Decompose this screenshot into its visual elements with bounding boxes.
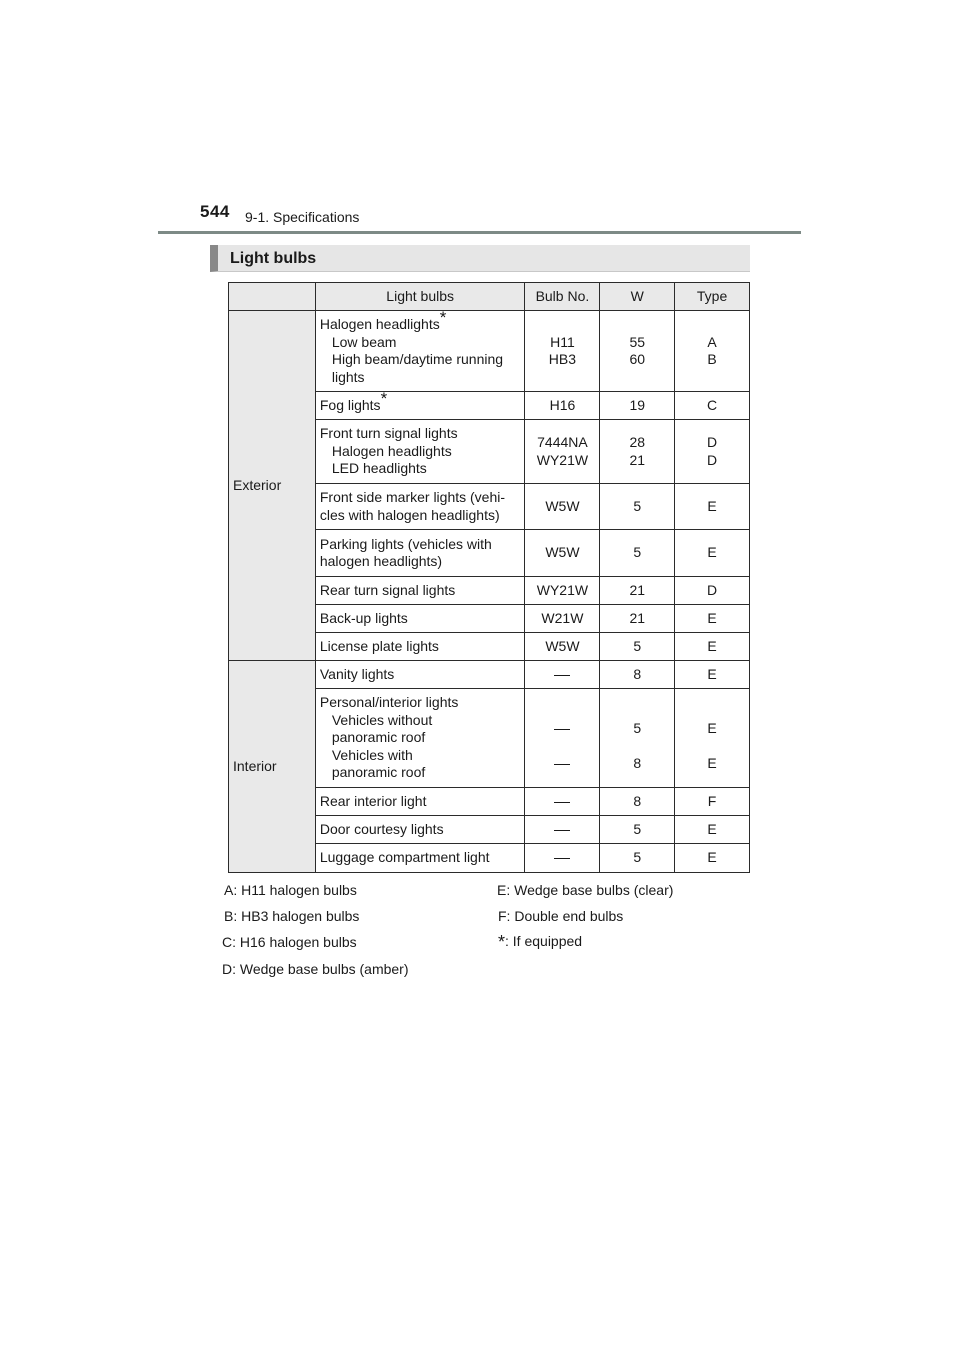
row-name: Back-up lights bbox=[315, 605, 525, 633]
row-name: Rear interior light bbox=[315, 788, 525, 816]
bulb-cell bbox=[525, 844, 600, 873]
type-cell: E bbox=[675, 816, 750, 844]
sub-item: Low beam bbox=[331, 333, 397, 350]
type-cell bbox=[675, 311, 750, 392]
bulb-cell bbox=[525, 311, 600, 392]
row-name: Rear turn signal lights bbox=[315, 577, 525, 605]
row-title: Halogen headlights bbox=[319, 316, 440, 332]
table-row bbox=[229, 311, 750, 392]
note-c: C: H16 halogen bulbs bbox=[222, 934, 357, 950]
sub-item: Halogen headlights bbox=[331, 442, 452, 459]
w-cell: 5 bbox=[600, 530, 675, 577]
light-bulbs-table bbox=[228, 282, 750, 873]
bulb-value: 7444NA bbox=[537, 434, 588, 450]
bulb-cell bbox=[525, 420, 600, 484]
dash-icon bbox=[554, 858, 570, 859]
bulb-value: HB3 bbox=[548, 351, 577, 367]
type-value: D bbox=[707, 451, 718, 468]
w-value: 60 bbox=[629, 351, 646, 367]
row-title: Personal/interior lights bbox=[319, 694, 459, 711]
row-title: Front side marker lights (vehi- bbox=[319, 489, 506, 505]
sub-item: High beam/daytime running bbox=[331, 351, 504, 367]
asterisk-icon: * bbox=[498, 932, 506, 952]
section-title: 9-1. Specifications bbox=[245, 209, 360, 225]
bulb-cell bbox=[525, 689, 600, 788]
bulb-value: WY21W bbox=[536, 451, 589, 468]
bulb-cell: W21W bbox=[525, 605, 600, 633]
row-name bbox=[315, 420, 525, 484]
sub-item: LED headlights bbox=[331, 460, 427, 477]
w-cell: 19 bbox=[600, 392, 675, 420]
dash-icon bbox=[554, 764, 570, 765]
row-name bbox=[315, 484, 525, 530]
bulb-value: H11 bbox=[550, 333, 575, 350]
col-light-bulbs: Light bulbs bbox=[315, 283, 525, 311]
type-value: E bbox=[707, 720, 717, 737]
row-name: Vanity lights bbox=[315, 661, 525, 689]
w-cell: 5 bbox=[600, 844, 675, 873]
note-f: F: Double end bulbs bbox=[498, 908, 624, 924]
dash-icon bbox=[554, 802, 570, 803]
dash-icon bbox=[554, 830, 570, 831]
row-name bbox=[315, 689, 525, 788]
table-header-row bbox=[229, 283, 750, 311]
w-cell bbox=[600, 689, 675, 788]
type-cell: D bbox=[675, 577, 750, 605]
col-w: W bbox=[600, 283, 675, 311]
row-name bbox=[315, 530, 525, 577]
sub-item: Vehicles with bbox=[331, 746, 413, 763]
type-cell: E bbox=[675, 484, 750, 530]
row-title: Fog lights bbox=[319, 396, 381, 413]
note-e: E: Wedge base bulbs (clear) bbox=[497, 882, 674, 898]
sub-item: Vehicles without bbox=[331, 711, 433, 728]
row-title: Parking lights (vehicles with bbox=[319, 535, 492, 552]
type-cell: E bbox=[675, 633, 750, 661]
row-name: License plate lights bbox=[315, 633, 525, 661]
type-cell: E bbox=[675, 605, 750, 633]
bulb-cell bbox=[525, 661, 600, 689]
dash-icon bbox=[554, 729, 570, 730]
row-name bbox=[315, 388, 525, 420]
type-value: A bbox=[707, 333, 717, 350]
note-if-equipped bbox=[498, 932, 582, 953]
bulb-cell: WY21W bbox=[525, 577, 600, 605]
w-value: 55 bbox=[629, 333, 646, 350]
w-cell: 8 bbox=[600, 661, 675, 689]
dash-icon bbox=[554, 675, 570, 676]
bulb-cell: W5W bbox=[525, 530, 600, 577]
note-star-text: : If equipped bbox=[505, 933, 583, 949]
w-cell: 21 bbox=[600, 577, 675, 605]
header-rule bbox=[158, 231, 801, 234]
bulb-cell: W5W bbox=[525, 633, 600, 661]
w-value: 8 bbox=[633, 755, 642, 772]
row-title: Front turn signal lights bbox=[319, 425, 458, 442]
sub-item: panoramic roof bbox=[331, 729, 426, 746]
type-value: E bbox=[707, 755, 717, 772]
w-cell: 5 bbox=[600, 484, 675, 530]
asterisk-icon: * bbox=[439, 308, 447, 327]
col-bulb-no: Bulb No. bbox=[525, 283, 600, 311]
w-cell: 21 bbox=[600, 605, 675, 633]
bulb-cell bbox=[525, 788, 600, 816]
bulb-cell: W5W bbox=[525, 484, 600, 530]
row-name: Door courtesy lights bbox=[315, 816, 525, 844]
asterisk-icon: * bbox=[380, 388, 388, 408]
sub-item: lights bbox=[331, 368, 365, 385]
type-cell: E bbox=[675, 661, 750, 689]
bulb-cell: H16 bbox=[525, 392, 600, 420]
row-name: Luggage compartment light bbox=[315, 844, 525, 873]
header-blank bbox=[229, 283, 316, 311]
bulb-cell bbox=[525, 816, 600, 844]
w-cell: 5 bbox=[600, 633, 675, 661]
type-cell: C bbox=[675, 392, 750, 420]
page-number: 544 bbox=[200, 202, 230, 221]
w-value: 21 bbox=[629, 451, 646, 468]
w-value: 5 bbox=[633, 720, 642, 737]
sub-item: panoramic roof bbox=[331, 764, 426, 781]
type-cell bbox=[675, 420, 750, 484]
note-b: B: HB3 halogen bulbs bbox=[224, 908, 360, 924]
note-d: D: Wedge base bulbs (amber) bbox=[222, 961, 409, 977]
w-value: 28 bbox=[629, 434, 646, 450]
heading-text: Light bulbs bbox=[230, 250, 317, 267]
group-exterior: Exterior bbox=[229, 311, 316, 661]
type-cell: F bbox=[675, 788, 750, 816]
type-value: D bbox=[707, 434, 718, 450]
col-type: Type bbox=[675, 283, 750, 311]
row-name bbox=[315, 308, 525, 392]
w-cell: 8 bbox=[600, 788, 675, 816]
row-title: halogen headlights) bbox=[319, 553, 443, 569]
row-title: cles with halogen headlights) bbox=[319, 506, 500, 523]
type-value: B bbox=[707, 351, 717, 367]
note-a: A: H11 halogen bulbs bbox=[224, 882, 357, 898]
w-cell bbox=[600, 420, 675, 484]
group-interior: Interior bbox=[229, 661, 316, 873]
w-cell bbox=[600, 311, 675, 392]
type-cell: E bbox=[675, 530, 750, 577]
section-heading bbox=[210, 245, 750, 272]
w-cell: 5 bbox=[600, 816, 675, 844]
type-cell: E bbox=[675, 844, 750, 873]
table-row bbox=[229, 661, 750, 689]
type-cell bbox=[675, 689, 750, 788]
